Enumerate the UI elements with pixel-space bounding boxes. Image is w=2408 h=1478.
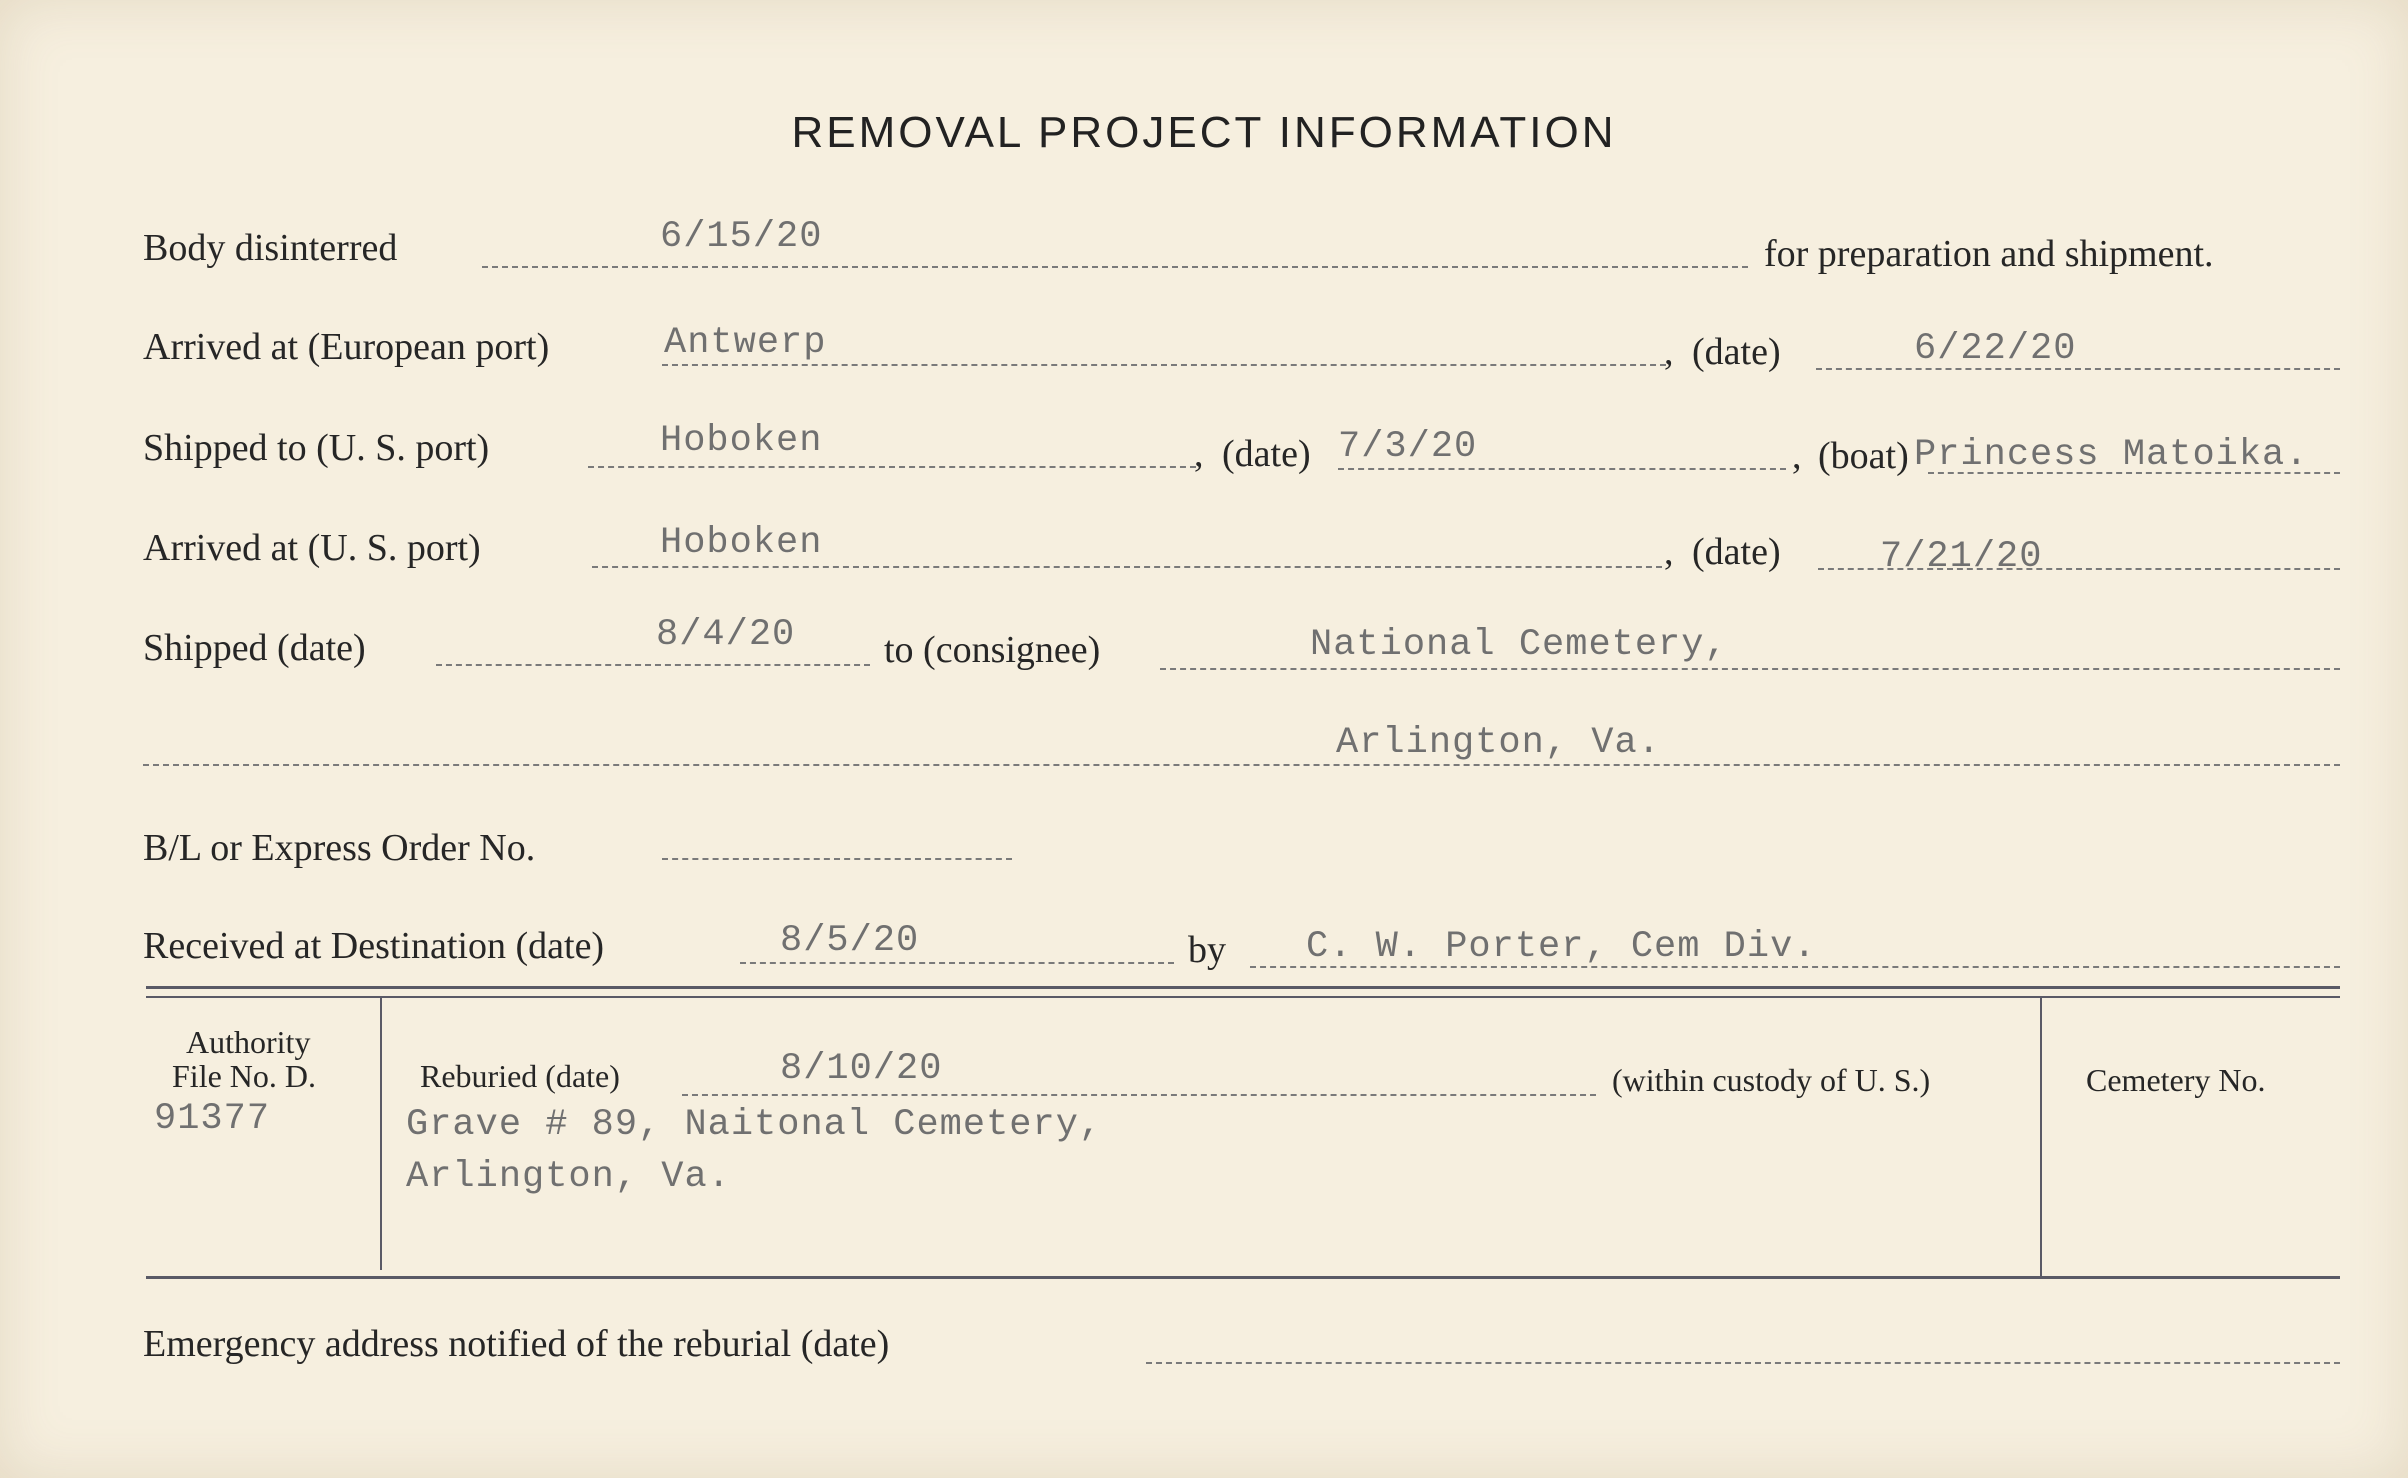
box-bottom-rule	[146, 1276, 2340, 1279]
box-top-rule-inner	[146, 996, 2340, 998]
body-disinterred-value: 6/15/20	[660, 216, 823, 258]
arrived-european-port-value: Antwerp	[664, 322, 827, 364]
boat-value: Princess Matoika.	[1914, 434, 2309, 476]
box-top-rule	[146, 986, 2340, 989]
comma-4: ,	[1664, 531, 1674, 573]
shipped-us-port-line	[588, 466, 1196, 468]
comma-3: ,	[1792, 435, 1802, 477]
received-date-line	[740, 962, 1174, 964]
received-by-value: C. W. Porter, Cem Div.	[1306, 926, 1817, 968]
box-divider-right	[2040, 998, 2042, 1276]
box-divider-left	[380, 998, 382, 1270]
arrived-european-port-label: Arrived at (European port)	[143, 326, 550, 368]
shipped-us-date-value: 7/3/20	[1338, 426, 1478, 468]
grave-location-line2: Arlington, Va.	[406, 1156, 731, 1198]
comma-2: ,	[1194, 433, 1204, 475]
boat-label: (boat)	[1818, 435, 1909, 477]
cemetery-no-label: Cemetery No.	[2086, 1062, 2266, 1098]
arrived-european-port-line	[662, 364, 1666, 366]
arrived-european-date-value: 6/22/20	[1914, 328, 2077, 370]
custody-label: (within custody of U. S.)	[1612, 1062, 1931, 1098]
reburied-date-label: Reburied (date)	[420, 1058, 620, 1094]
arrived-european-date-line	[1816, 368, 2340, 370]
comma-1: ,	[1664, 331, 1674, 373]
preparation-shipment-text: for preparation and shipment.	[1764, 233, 2214, 275]
by-label: by	[1188, 929, 1226, 971]
shipped-us-port-label: Shipped to (U. S. port)	[143, 427, 490, 469]
received-date-value: 8/5/20	[780, 920, 920, 962]
arrived-us-port-line	[592, 566, 1662, 568]
shipped-date-line	[436, 664, 870, 666]
arrived-us-port-label: Arrived at (U. S. port)	[143, 527, 481, 569]
reburied-date-value: 8/10/20	[780, 1048, 943, 1090]
consignee-value-line1: National Cemetery,	[1310, 624, 1728, 666]
consignee-label: to (consignee)	[884, 629, 1101, 671]
bl-express-order-label: B/L or Express Order No.	[143, 827, 536, 869]
reburied-date-line	[682, 1094, 1596, 1096]
authority-label: Authority	[186, 1024, 311, 1060]
body-disinterred-line	[482, 266, 1748, 268]
arrived-european-date-label: (date)	[1692, 331, 1781, 373]
shipped-us-date-line	[1338, 468, 1786, 470]
shipped-us-date-label: (date)	[1222, 433, 1311, 475]
consignee-value-line2: Arlington, Va.	[1336, 722, 1661, 764]
body-disinterred-label: Body disinterred	[143, 227, 398, 269]
authority-file-value: 91377	[154, 1098, 271, 1140]
card-title: REMOVAL PROJECT INFORMATION	[791, 108, 1617, 157]
arrived-us-date-value: 7/21/20	[1880, 536, 2043, 578]
grave-location-line1: Grave # 89, Naitonal Cemetery,	[406, 1104, 1103, 1146]
bl-express-order-line	[662, 858, 1012, 860]
consignee-line-1	[1160, 668, 2340, 670]
arrived-us-port-value: Hoboken	[660, 522, 823, 564]
file-no-label: File No. D.	[172, 1058, 316, 1094]
received-destination-label: Received at Destination (date)	[143, 925, 605, 967]
emergency-address-label: Emergency address notified of the reburial (date)	[143, 1323, 890, 1365]
shipped-us-port-value: Hoboken	[660, 420, 823, 462]
shipped-date-value: 8/4/20	[656, 614, 796, 656]
emergency-date-line	[1146, 1362, 2340, 1364]
shipped-date-label: Shipped (date)	[143, 627, 366, 669]
consignee-line-2	[143, 764, 2340, 766]
arrived-us-date-label: (date)	[1692, 531, 1781, 573]
